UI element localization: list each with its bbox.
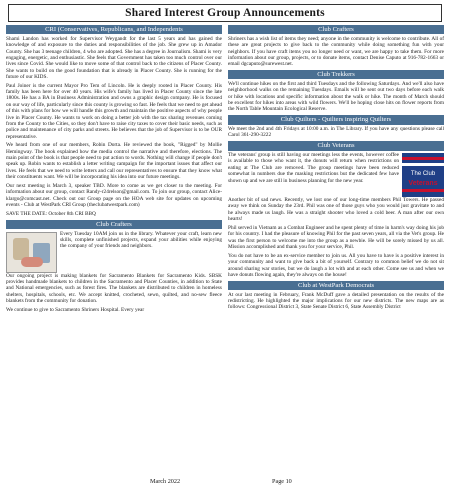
trekkers-paragraph: We'll continue hikes on the first and third Tuesdays and the following Saturdays. And we'll also have neighborhood walks on the remaining Tuesdays. Emails will be sent out two days before each walk or hike with locations and specific information about the walk or hike. The month of March should be excellent for hikes into areas with wild flowers. We'll be hoping close hits on flower reports from the North Table Mountain Ecological Reserve. [228, 80, 444, 113]
cri-paragraph: Shami Landon has worked for Supervisor Weygandt for the last 5 years and has gained the knowledge of and exposure to the duties and responsibilities of the job. She grew up in Amador County. She has 3 teenage children, 4 who are adopted. She has a degree in Journalism. Shami is very engaging, energetic, and enthusiastic. She feels that Government has taken too much control over our lives since Covid. She would like to move some of that control back to the citizens of Placer County. She wants to build on the good foundation that is already in Placer County. She is running for the future of our KIDS. [6, 35, 222, 80]
cri-paragraph: Our next meeting is March 3, speaker TBD. More to come as we get closer to the meeting. For information about our group, contact Randy-r24relson@gmail.com. To join our group, contact Alice-klargo@comcast.net. Check out our Group page on the HOA web site for updates on upcoming events - Club at WestPark CRI Group (theclubatwestpark.com) [6, 182, 222, 208]
crafters-paragraph: We continue to give to Sacramento Shriners Hospital. Every year [6, 306, 145, 313]
logo-line2: Veterans [408, 180, 438, 188]
columns [6, 25, 444, 316]
crafts-photo [6, 232, 57, 273]
crafters-paragraph: Every Tuesday 10AM join us in the library. Whatever your craft, learn new skills, complete unfinished projects, expand your abilities while enjoying the company of your friends and neighbors. [60, 230, 222, 250]
crafters-section-header: Club Crafters [6, 220, 222, 229]
cri-paragraph: We heard from one of our members, Robin Dorta. He reviewed the book, "Rigged" by Mollie Hemingway. The book explained how the media control the narrative and therefore, elections. The main point of the book is that people need to put action to words. Nothing will change if people don't speak up. Robin wants to establish a letter writing campaign for the important issues that affect our lives. He feels that we need to write letters and call our representatives to ensure that they know what their constituents want. We will be incorporating his idea into our future meetings. [6, 142, 222, 181]
crafters-paragraph: Our ongoing project is making blankets for Sacramento Blankets for Sacramento Kids. SBSK provides handmade blankets to children in the Sacramento and Placer Counties, in addition to State and National emergencies, such as forest fires. The blankets are distributed to children in homeless shelters, hospitals, schools, etc. We accept knitted, crocheted, sewn, quilted, and no-sew fleece blankets from the community for donation. [6, 272, 222, 304]
veterans-paragraph: You do not have to be an ex-service member to join us. All you have to have is a positive interest in your community and want to give back a bit of yourself. Contrary to common belief we do not sit around sharing war stories, but we do laugh a lot with and at each other. Come see us and when we have donuts flowing again, they're always on the house! [228, 252, 444, 278]
democrats-section-header: Club at WestPark Democrats [228, 281, 444, 290]
veterans-block [228, 152, 444, 197]
right-column [228, 25, 444, 316]
logo-line1: The Club [410, 171, 436, 178]
footer-page-number: Page 10 [272, 478, 292, 485]
veterans-logo [402, 153, 444, 197]
cri-paragraph: Paul Joiner is the current Mayor Pro Tem of Lincoln. He is deeply rooted in Placer County. His family has been here for over 40 years. His wife's family has lived in Placer County since the late 1800s. He has a BA in Business Administration and owns a graphic design company. He is focused on our way of life, particularly since this county is growing so fast. He feels that we need to get ahead of this with plans for how we will handle this growth and maintain the positive aspects of why people live in Placer County. He wants to work on doing a better job with the tax sharing revenues coming from the County to the Cities, so they don't have to raise city taxes to cover their basic needs, such as police and maintenance of city parks and streets. He believes that the job of Supervisor is to be OUR representative. [6, 82, 222, 140]
democrats-paragraph: At our last meeting in February, Frank McDuff gave a detailed presentation on the results of the redistricting. He highlighted the major implications for our new districts. The new maps are as follows: Congressional District 3, State Senate District 6, State Assembly District [228, 291, 444, 311]
veterans-section-header: Club Veterans [228, 141, 444, 150]
crafters-paragraph: Shriners has a wish list of items they need; anyone in the community is welcome to contribute. All of these are great projects to give back to the community while doing something fun with your neighbors. If you have craft items you no longer need or want, we are happy to take them. For more information about our group, projects, or to donate items, contact Denise Caputo at 916-782-1663 or email dgcaputo@surewest.net. [228, 35, 444, 68]
trekkers-section-header: Club Trekkers [228, 70, 444, 79]
left-column [6, 25, 222, 316]
quilters-paragraph: We meet the 2nd and 4th Fridays at 10:00 a.m. in The Library. If you have any questions please call Carol 361-290-3222 [228, 126, 444, 139]
footer-date: March 2022 [150, 478, 181, 485]
cri-save-the-date: SAVE THE DATE: October 8th CRI BBQ [6, 210, 96, 217]
crafters-block [6, 231, 222, 273]
cri-section-header: CRI (Conservatives, Republicans, and Independents [6, 25, 222, 34]
quilters-section-header: Club Quilters - Quilters inspiring Quilters [228, 115, 444, 124]
veterans-paragraph: Another bit of sad news. Recently, we lost one of our long-time members Phil Towers. He passed away we think on Sunday the 23rd. Phil was one of those guys who you would just gravitate to and he always made us laugh. He was a straight shooter who loved a cold beer. A man after our own hearts! [228, 197, 444, 223]
crafters-section-header: Club Crafters [228, 25, 444, 34]
page-title: Shared Interest Group Announcements [8, 4, 442, 22]
veterans-paragraph: The veterans' group is still having our meetings less the events, however coffee is available to those who want it, the donuts will return when restrictions on eating at The Club are removed. The group meetings have been reduced somewhat in numbers due the masking restrictions but the dedicated few have shown up and we are still in business planning for the new year. [228, 152, 399, 184]
veterans-paragraph: Phil served in Vietnam as a Combat Engineer and he spent plenty of time in harm's way doing his job for his country. I had the pleasure of knowing Phil for the past seven years, all via the Vet's group. He was the first person to welcome me into the group as a newbie. He will be sorely missed by us all. Mission accomplished and thank you for your service, Phil. [228, 225, 444, 251]
